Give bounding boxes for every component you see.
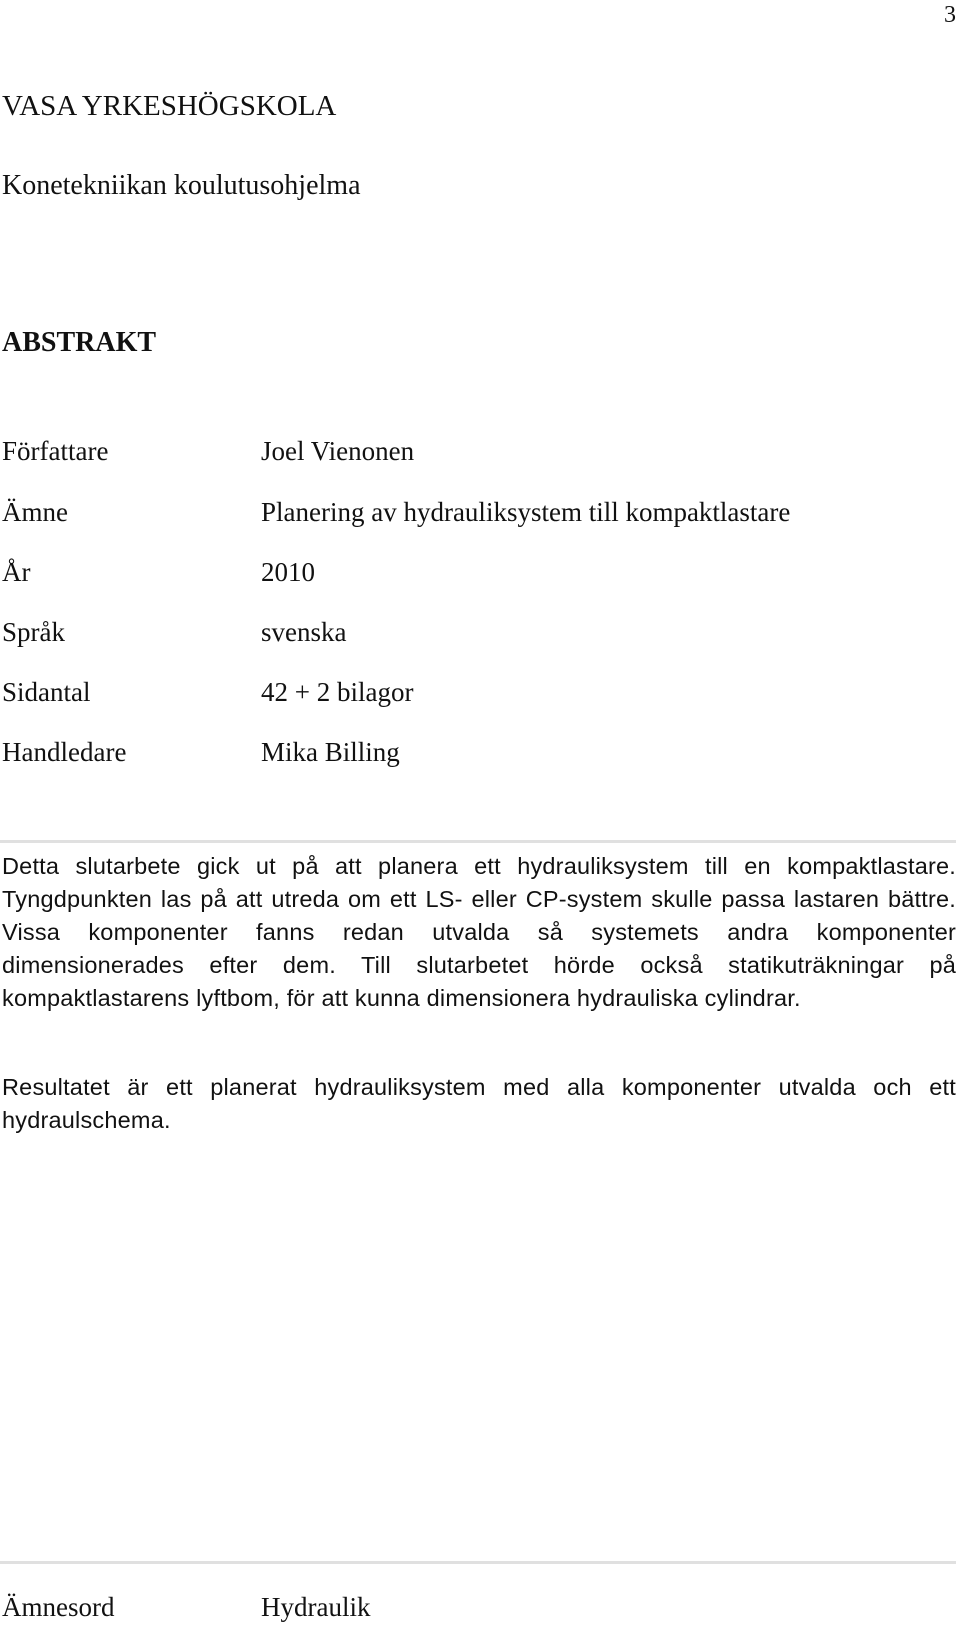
abstract-paragraph-1: Detta slutarbete gick ut på att planera ett hydrauliksystem till en kompaktlastare. Tyngdpunkten las på att utreda om ett LS- eller CP-system skulle passa lastaren bättre. Vissa komponenter fanns redan utvalda så systemets andra komponenter dimensionerades efter dem. Till slutarbetet hörde också statikuträkningar på kompaktlastarens lyftbom, för att kunna dimensionera hydrauliska cylindrar. xyxy=(2,853,956,1011)
language-label: Språk xyxy=(2,617,65,647)
abstract-paragraph-2: Resultatet är ett planerat hydrauliksystem med alla komponenter utvalda och ett hydraulschema. xyxy=(2,1074,956,1133)
supervisor-value: Mika Billing xyxy=(261,737,400,767)
keywords-value: Hydraulik xyxy=(261,1592,371,1622)
keywords-row xyxy=(2,1592,371,1623)
language-value: svenska xyxy=(261,617,347,647)
year-value: 2010 xyxy=(261,557,315,587)
subject-label: Ämne xyxy=(2,497,68,527)
top-divider xyxy=(0,840,956,843)
author-label: Författare xyxy=(2,436,109,466)
pages-value: 42 + 2 bilagor xyxy=(261,677,414,707)
abstract-heading: ABSTRAKT xyxy=(2,327,157,358)
year-label: År xyxy=(2,557,31,587)
keywords-label: Ämnesord xyxy=(2,1592,115,1622)
author-value: Joel Vienonen xyxy=(261,436,415,466)
supervisor-label: Handledare xyxy=(2,737,127,767)
page-number: 3 xyxy=(944,2,956,28)
subject-value: Planering av hydrauliksystem till kompaktlastare xyxy=(261,497,791,527)
program-name: Konetekniikan koulutusohjelma xyxy=(2,170,361,201)
pages-label: Sidantal xyxy=(2,677,91,707)
bottom-divider xyxy=(0,1561,956,1564)
school-name: VASA YRKESHÖGSKOLA xyxy=(2,90,337,122)
